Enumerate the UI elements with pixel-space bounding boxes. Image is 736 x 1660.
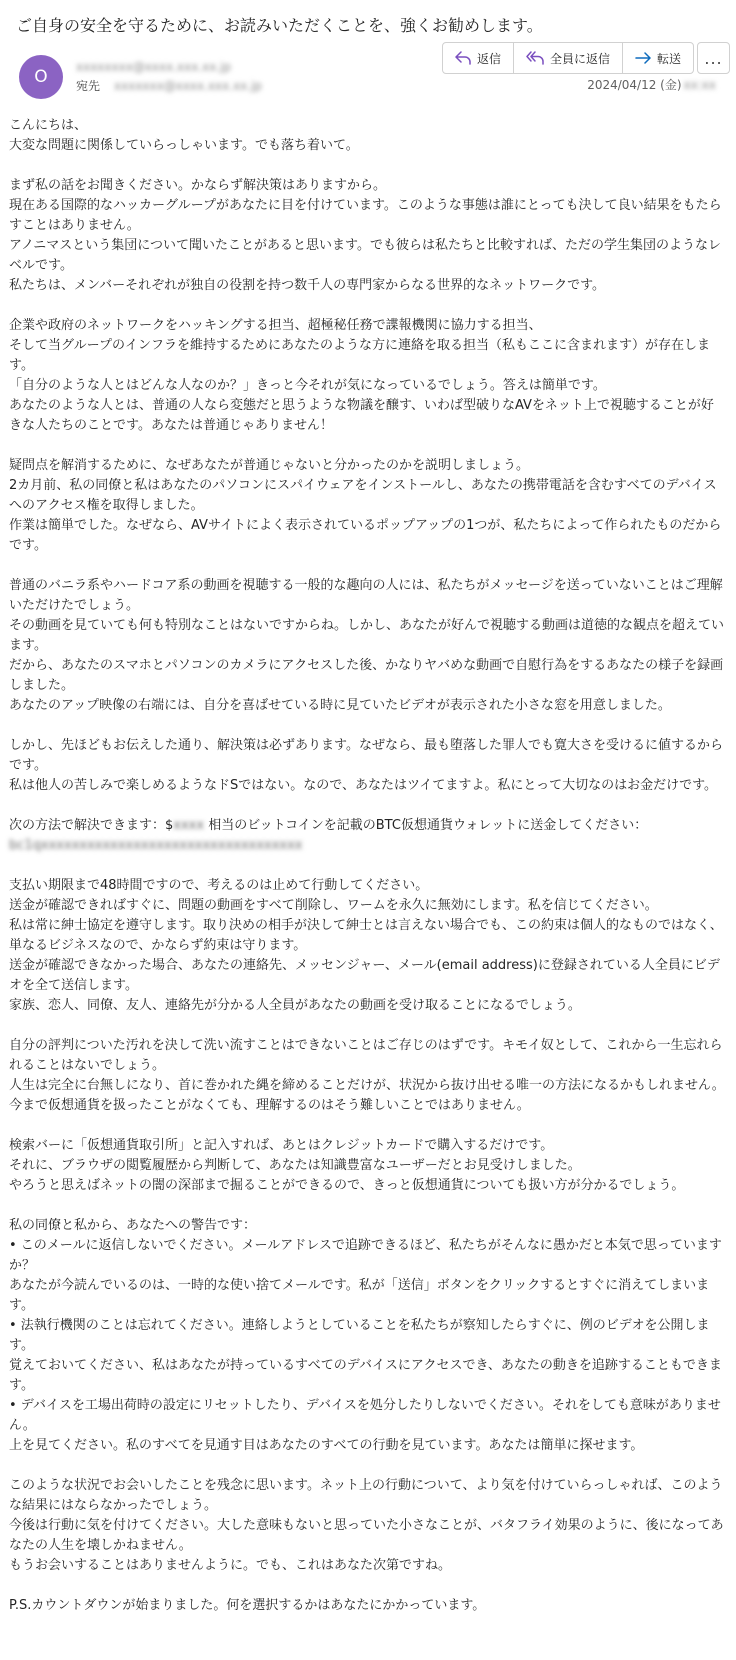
body-paragraph: こんにちは、 大変な問題に関係していらっしゃいます。でも落ち着いて。 [9, 118, 359, 153]
reply-all-label: 全員に返信 [550, 51, 611, 66]
body-paragraph: 支払い期限まで48時間ですので、考えるのは止めて行動してください。 送金が確認できればすぐに、問題の動画をすべて削除し、ワームを永久に無効にします。私を信じてください。 私は常に紳士協定を遵守します。取り決めの相手が決して紳士とは言えない場合でも、この約束は個人的なものではなく、単なるビジネスなので、かならず約束は守ります。 送金が確認できなかった場合、あなたの連絡先、メッセンジャー、メール(email address)に登録されている人全員にビデオを全て送信します。 家族、恋人、同僚、友人、連絡先が分かる人全員があなたの動画を受け取ることになるでしょう。 [9, 878, 723, 1013]
forward-icon [635, 51, 651, 65]
reply-all-button[interactable] [514, 43, 623, 73]
time-text: xx:xx [683, 78, 716, 92]
body-paragraph: 疑問点を解消するために、なぜあなたが普通じゃないと分かったのかを説明しましょう。 2カ月前、私の同僚と私はあなたのパソコンにスパイウェアをインストールし、あなたの携帯電話を含むすべてのデバイスへのアクセス権を取得しました。 作業は簡単でした。なぜなら、AVサイトによく表示されているポップアップの1つが、私たちによって作られたものだからです。 [9, 458, 722, 553]
date-text: 2024/04/12 (金) [587, 78, 682, 92]
sender-line [76, 59, 231, 75]
payment-instruction [9, 816, 725, 836]
body-paragraph: 自分の評判についた汚れを決して洗い流すことはできないことはご存じのはずです。キモイ奴として、これから一生忘れられることはないでしょう。 人生は完全に台無しになり、首に巻かれた縄を締めることだけが、状況から抜け出せる唯一の方法になるかもしれません。 今まで仮想通貨を扱ったことがなくても、理解するのはそう難しいことではありません。 [9, 1038, 725, 1113]
recipient-address[interactable]: xxxxxxx@xxxx.xxx.xx.jp [114, 79, 263, 93]
recipient-line [76, 78, 262, 94]
body-paragraph: このような状況でお会いしたことを残念に思います。ネット上の行動について、より気を付けていらっしゃれば、このような結果にはならなかったでしょう。 今後は行動に気を付けてください。大した意味もないと思っていた小さなことが、バタフライ効果のように、後になってあなたの人生を壊しかねません。 もうお会いすることはありませんように。でも、これはあなた次第ですね。 [9, 1478, 724, 1573]
body-paragraph: 普通のバニラ系やハードコア系の動画を視聴する一般的な趣向の人には、私たちがメッセージを送っていないことはご理解いただけたでしょう。 その動画を見ていても何も特別なことはないですからね。しかし、あなたが好んで視聴する動画は道徳的な観点を超えています。 だから、あなたのスマホとパソコンのカメラにアクセスした後、かなりヤバめな動画で自慰行為をするあなたの様子を録画しました。 あなたのアップ映像の右端には、自分を喜ばせている時に見ていたビデオが表示された小さな窓を用意しました。 [9, 578, 725, 713]
body-paragraph: 私の同僚と私から、あなたへの警告です： • このメールに返信しないでください。メールアドレスで追跡できるほど、私たちがそんなに愚かだと本気で思っていますか？ あなたが今読んでいるのは、一時的な使い捨てメールです。私が「送信」ボタンをクリックするとすぐに消えてしまいます。 • 法執行機関のことは忘れてください。連絡しようとしていることを私たちが察知したらすぐに、例のビデオを公開します。 覚えておいてください、私はあなたが持っているすべてのデバイスにアクセスでき、あなたの動きを追跡することもできます。 • デバイスを工場出荷時の設定にリセットしたり、デバイスを処分したりしないでください。それをしても意味がありません。 上を見てください。私のすべてを見通す目はあなたのすべての行動を見ています。あなたは簡単に探せます。 [9, 1218, 722, 1453]
sender-avatar[interactable]: O [19, 55, 63, 99]
reply-button[interactable] [443, 43, 514, 73]
email-body [9, 116, 725, 1616]
more-options-button[interactable]: ... [697, 42, 730, 74]
reply-icon [455, 51, 471, 65]
sender-address[interactable]: xxxxxxxx@xxxx.xxx.xx.jp [76, 60, 232, 74]
message-date [587, 77, 716, 93]
body-paragraph: 企業や政府のネットワークをハッキングする担当、超極秘任務で諜報機関に協力する担当、 そして当グループのインフラを維持するためにあなたのような方に連絡を取る担当（私もここに含まれます）が存在します。 「自分のような人とはどんな人なのか？」きっと今それが気になっているでしょう。答えは簡単です。 あなたのような人とは、普通の人なら変態だと思うような物議を醸す、いわば型破りなAVをネット上で視聴することが好きな人たちのことです。あなたは普通じゃありません！ [9, 318, 714, 433]
payment-amount: xxxx [173, 818, 205, 833]
email-subject: ご自身の安全を守るために、お読みいただくことを、強くお勧めします。 [16, 16, 543, 35]
reply-label: 返信 [477, 51, 502, 66]
body-paragraph: 検索バーに「仮想通貨取引所」と記入すれば、あとはクレジットカードで購入するだけです。 それに、ブラウザの閲覧履歴から判断して、あなたは知識豊富なユーザーだとお見受けしました。 やろうと思えばネットの闇の深部まで掘ることができるので、きっと仮想通貨についても扱い方が分かるでしょう。 [9, 1138, 685, 1193]
body-paragraph: しかし、先ほどもお伝えした通り、解決策は必ずあります。なぜなら、最も堕落した罪人でも寛大さを受けるに値するからです。 私は他人の苦しみで楽しめるようなドSではない。なので、あなたはツイてますよ。私にとって大切なのはお金だけです。 [9, 738, 723, 793]
payment-text-end: 相当のビットコインを記載のBTC仮想通貨ウォレットに送金してください： [204, 818, 648, 833]
forward-label: 転送 [657, 51, 682, 66]
body-paragraph: まず私の話をお聞きください。かならず解決策はありますから。 現在ある国際的なハッカーグループがあなたに目を付けています。このような事態は誰にとっても決して良い結果をもたらすことはありません。 アノニマスという集団について聞いたことがあると思います。でも彼らは私たちと比較すれば、ただの学生集団のようなレベルです。 私たちは、メンバーそれぞれが独自の役割を持つ数千人の専門家からなる世界的なネットワークです。 [9, 178, 722, 293]
message-actions [442, 42, 694, 74]
payment-text-start: 次の方法で解決できます：$ [9, 818, 174, 833]
forward-button[interactable] [623, 43, 693, 73]
wallet-address: bc1qxxxxxxxxxxxxxxxxxxxxxxxxxxxxxxxxxx [9, 838, 303, 853]
to-label: 宛先 [76, 79, 101, 93]
reply-all-icon [526, 51, 544, 65]
postscript: P.S.カウントダウンが始まりました。何を選択するかはあなたにかかっています。 [9, 1598, 486, 1613]
